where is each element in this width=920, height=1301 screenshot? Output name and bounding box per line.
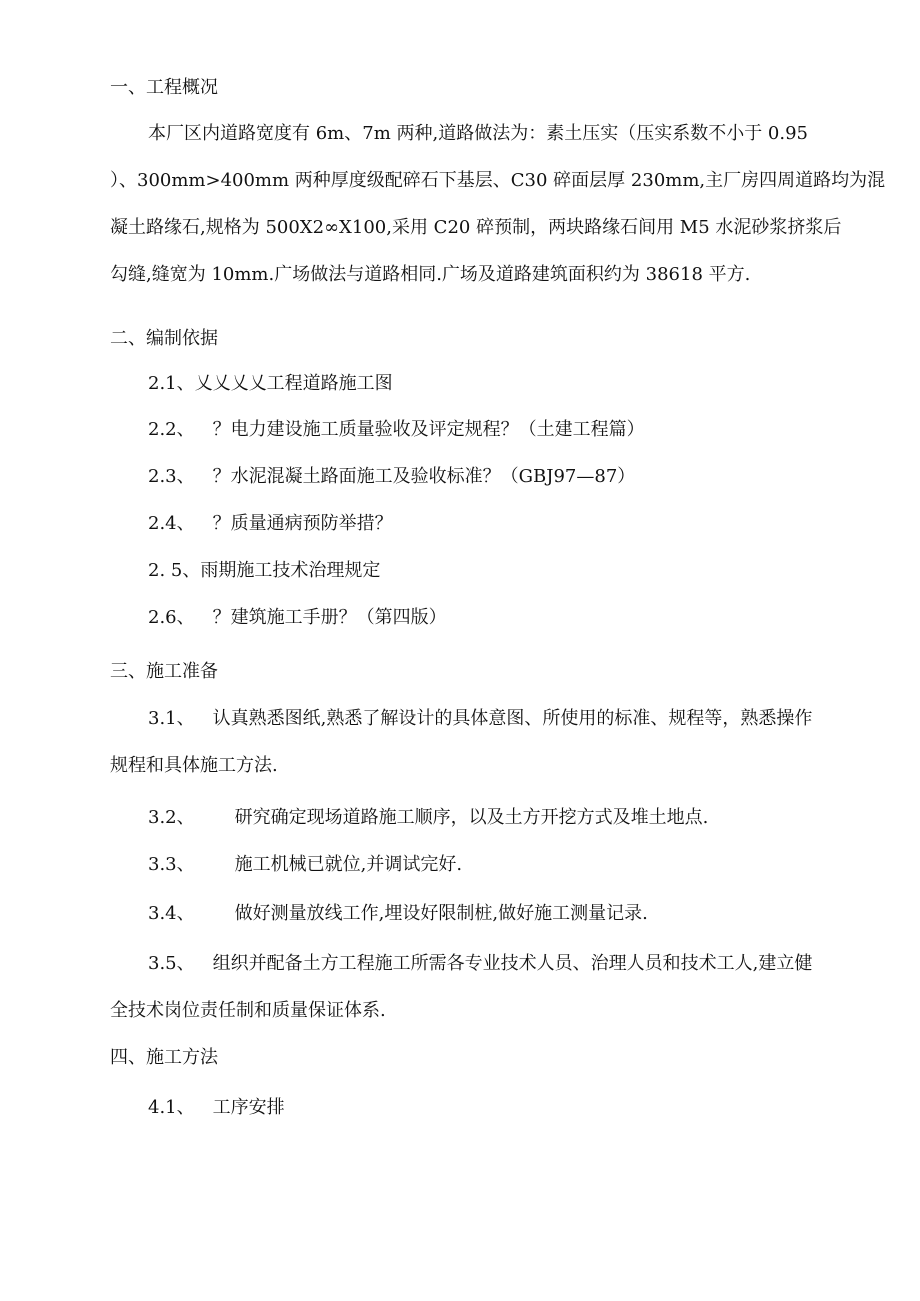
item-text: 做好测量放线工作,埋设好限制桩,做好施工测量记录.: [234, 903, 648, 924]
paragraph-line: 凝土路缘石,规格为 500X2∞X100,采用 C20 碎预制，两块路缘石间用 M5 水泥砂浆挤浆后: [110, 217, 842, 238]
item-text: 工序安排: [212, 1097, 285, 1118]
item-text: 雨期施工技术治理规定: [200, 560, 381, 581]
paragraph-line: 勾缝,缝宽为 10mm.广场做法与道路相同.广场及道路建筑面积约为 38618 平方.: [110, 264, 751, 285]
item-number: 2.1、: [148, 373, 195, 394]
item-number: 2.6、: [148, 607, 195, 628]
list-item: [148, 707, 812, 731]
list-item: [148, 465, 635, 489]
item-text: ？水泥混凝土路面施工及验收标准？（GBJ97—87）: [212, 466, 636, 487]
item-number: 3.2、: [148, 807, 195, 828]
list-item-continuation: 全技术岗位责任制和质量保证体系.: [110, 1000, 386, 1021]
list-item: [148, 512, 393, 536]
item-number: 3.3、: [148, 854, 195, 875]
section-heading-1: 一、工程概况: [110, 77, 218, 98]
item-number: 2.3、: [148, 466, 195, 487]
paragraph-line: ）、300mm>400mm 两种厚度级配碎石下基层、C30 碎面层厚 230mm,主厂房四周道路均为混: [110, 170, 886, 191]
list-item-continuation: 规程和具体施工方法.: [110, 755, 278, 776]
item-number: 4.1、: [148, 1097, 195, 1118]
item-text: 认真熟悉图纸,熟悉了解设计的具体意图、所使用的标准、规程等，熟悉操作: [212, 708, 813, 729]
item-number: 3.5、: [148, 953, 195, 974]
section-heading-4: 四、施工方法: [110, 1047, 218, 1068]
item-number: 3.4、: [148, 903, 195, 924]
item-text: 乂乂乂乂工程道路施工图: [194, 373, 393, 394]
item-number: 2. 5、: [148, 560, 201, 581]
list-item: [148, 418, 645, 442]
section-heading-3: 三、施工准备: [110, 661, 218, 682]
item-text: 组织并配备土方工程施工所需各专业技术人员、治理人员和技术工人,建立健: [212, 953, 813, 974]
list-item: [148, 372, 393, 396]
item-number: 3.1、: [148, 708, 195, 729]
item-text: ？电力建设施工质量验收及评定规程？（土建工程篇）: [212, 419, 645, 440]
item-number: 2.2、: [148, 419, 195, 440]
section-heading-2: 二、编制依据: [110, 328, 218, 349]
list-item: [148, 902, 648, 926]
item-text: 施工机械已就位,并调试完好.: [234, 854, 463, 875]
list-item: [148, 606, 447, 630]
list-item: [148, 952, 812, 976]
item-text: ？建筑施工手册？（第四版）: [212, 607, 447, 628]
paragraph-line: 本厂区内道路宽度有 6m、7m 两种,道路做法为：素土压实（压实系数不小于 0.95: [148, 123, 809, 144]
item-text: ？质量通病预防举措？: [212, 513, 393, 534]
list-item: [148, 559, 380, 583]
list-item: [148, 806, 708, 830]
item-text: 研究确定现场道路施工顺序，以及土方开挖方式及堆土地点.: [234, 807, 709, 828]
item-number: 2.4、: [148, 513, 195, 534]
list-item: [148, 1096, 285, 1120]
list-item: [148, 853, 462, 877]
